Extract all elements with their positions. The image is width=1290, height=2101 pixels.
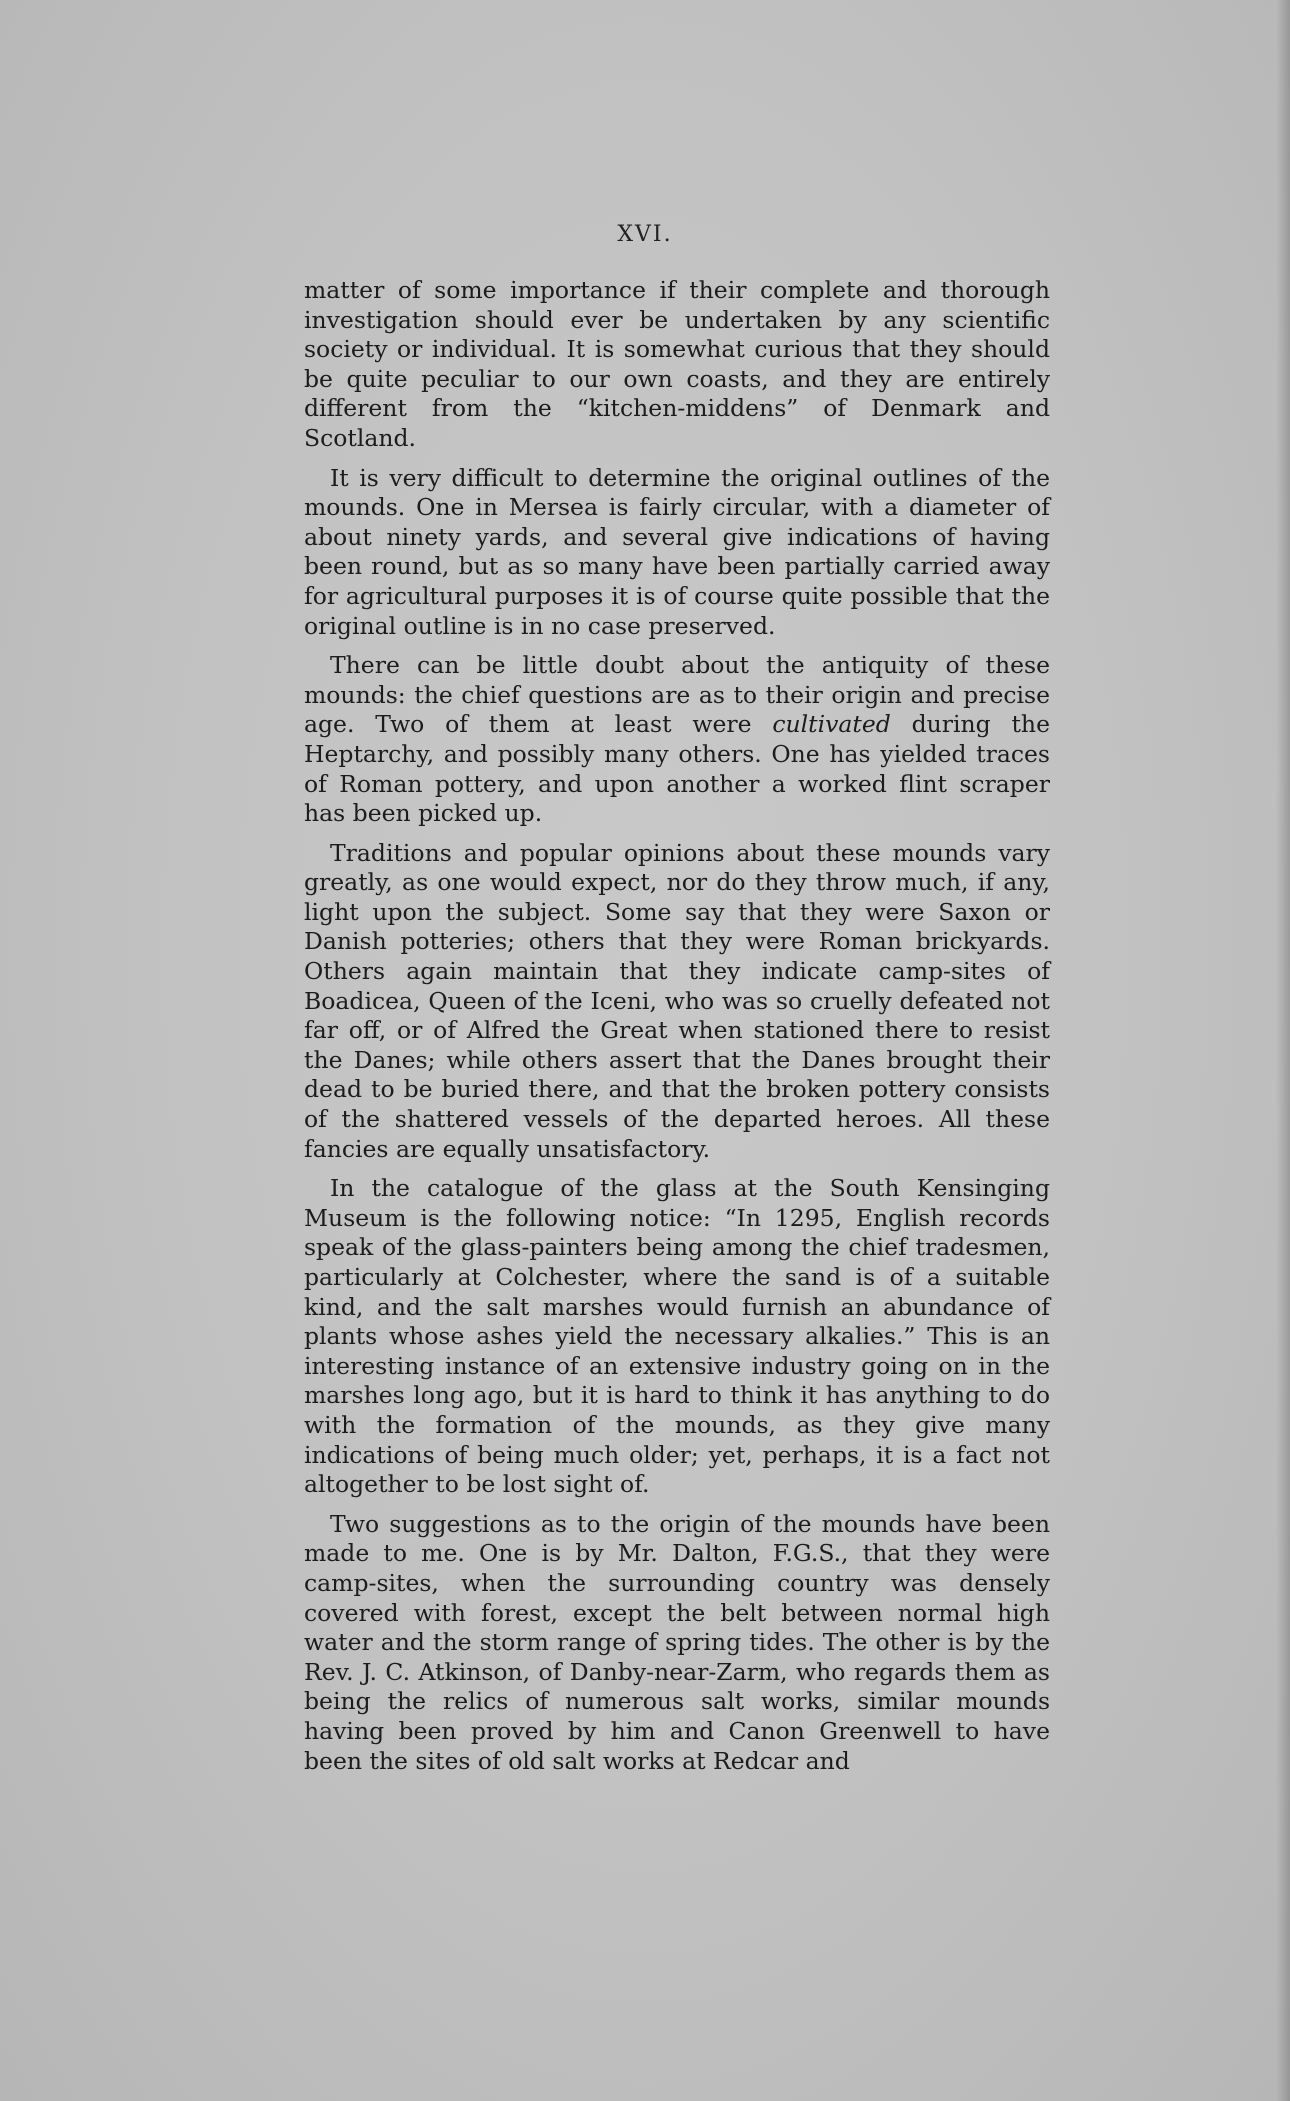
- paragraph-2: It is very difficult to determine the original outlines of the mounds. One in Mersea is fairly circular, with a diameter of about ninety yards, and several give indications of having been round, but as so many have been partially carried away for agricultural purposes it is of course quite possible that the original outline is in no case preserved.: [304, 463, 1050, 640]
- paragraph-6: Two suggestions as to the origin of the mounds have been made to me. One is by Mr. Dalton, F.G.S., that they were camp-sites, when the surrounding country was densely covered with forest, except the belt between normal high water and the storm range of spring tides. The other is by the Rev. J. C. Atkinson, of Danby-near-Zarm, who regards them as being the relics of numerous salt works, similar mounds having been proved by him and Canon Greenwell to have been the sites of old salt works at Redcar and: [304, 1509, 1050, 1775]
- paragraph-3: [304, 651, 1050, 829]
- paragraph-3-text-before: There can be little doubt about the antiquity of these mounds: the chief questions are as to their origin and precise age. Two of them at least were: [304, 651, 1050, 739]
- page-number: XVI.: [617, 222, 673, 247]
- paragraph-3-emphasis: cultivated: [772, 710, 891, 739]
- paragraph-5: In the catalogue of the glass at the South Kensinging Museum is the following notice: “In 1295, English records speak of the glass-painters being among the chief tradesmen, particularly at Colchester, where the sand is of a suitable kind, and the salt marshes would furnish an abundance of plants whose ashes yield the necessary alkalies.” This is an interesting instance of an extensive industry going on in the marshes long ago, but it is hard to think it has anything to do with the formation of the mounds, as they give many indications of being much older; yet, perhaps, it is a fact not altogether to be lost sight of.: [304, 1174, 1050, 1499]
- body-text: [304, 276, 1050, 1786]
- paragraph-1: matter of some importance if their complete and thorough investigation should ever be undertaken by any scientific society or individual. It is somewhat curious that they should be quite peculiar to our own coasts, and they are entirely different from the “kitchen-middens” of Denmark and Scotland.: [304, 276, 1050, 452]
- paragraph-3-text-after: during the Heptarchy, and possibly many others. One has yielded traces of Roman pottery, and upon another a worked flint scraper has been picked up.: [304, 710, 1050, 828]
- paragraph-4: Traditions and popular opinions about these mounds vary greatly, as one would expect, nor do they throw much, if any, light upon the subject. Some say that they were Saxon or Danish potteries; others that they were Roman brickyards. Others again maintain that they indicate camp-sites of Boadicea, Queen of the Iceni, who was so cruelly defeated not far off, or of Alfred the Great when stationed there to resist the Danes; while others assert that the Danes brought their dead to be buried there, and that the broken pottery consists of the shattered vessels of the departed heroes. All these fancies are equally unsatisfactory.: [304, 838, 1050, 1163]
- page-edge-shadow: [1276, 0, 1290, 2101]
